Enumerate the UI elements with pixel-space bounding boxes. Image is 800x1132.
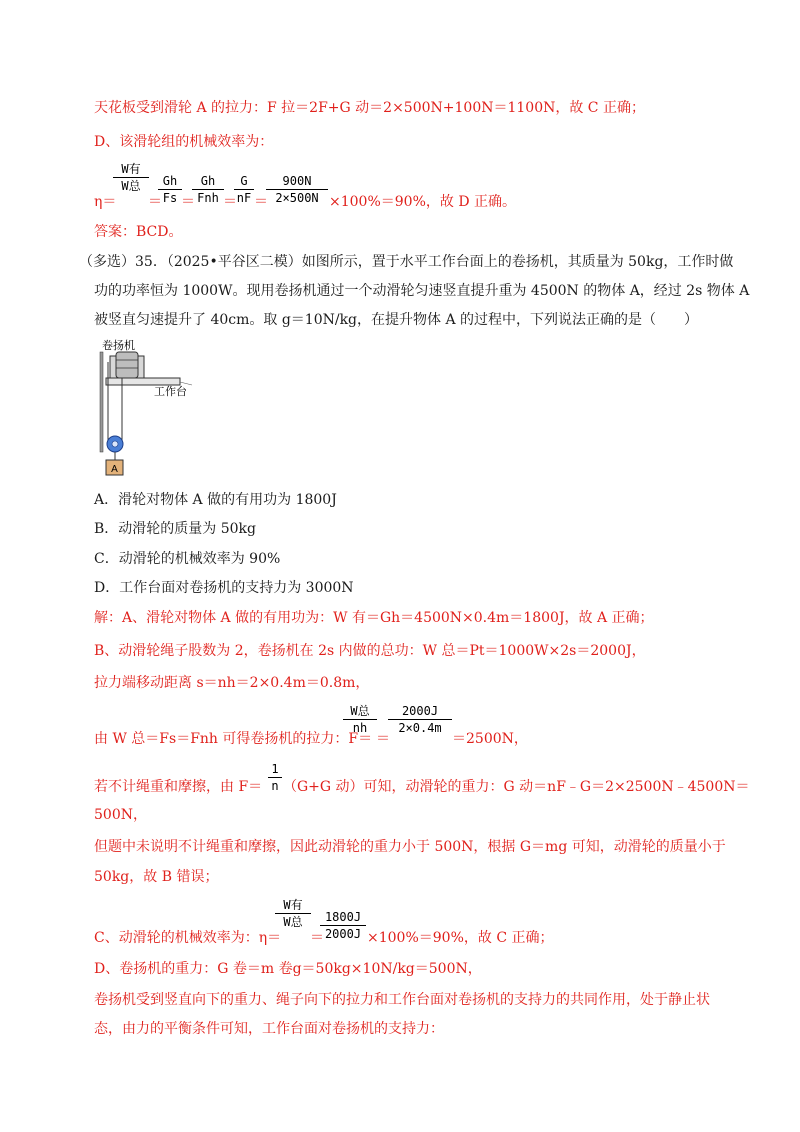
text-eta-prefix: η＝	[94, 194, 117, 210]
solution-b-conclusion: 50kg，故 B 错误；	[94, 869, 219, 885]
solution-b-distance: 拉力端移动距离 s＝nh＝2×0.4m＝0.8m，	[94, 675, 370, 691]
solution-b-note: 但题中未说明不计绳重和摩擦，因此动滑轮的重力小于 500N，根据 G＝mg 可知，动滑轮的质量小于	[94, 839, 726, 855]
solution-b-force-result: ＝2500N，	[452, 731, 528, 747]
text-eq: ＝	[148, 194, 162, 210]
fraction-2000-08: 2000J 2×0.4m	[388, 704, 452, 735]
fraction-g-nf: G nF	[234, 174, 254, 205]
text-eq: ＝	[181, 194, 195, 210]
fraction-w-useful-total: W有 W总	[113, 162, 149, 193]
winch-pulley-figure	[96, 338, 206, 476]
solution-c-prefix: C、动滑轮的机械效率为：η＝	[94, 930, 282, 946]
object-a-label: A	[111, 464, 118, 475]
text-ceiling-force: 天花板受到滑轮 A 的拉力：F 拉＝2F+G 动＝2×500N+100N＝1100N，故 C 正确；	[94, 100, 645, 116]
option-c: C．动滑轮的机械效率为 90%	[94, 551, 281, 567]
text-eta-result: ×100%＝90%，故 D 正确。	[329, 194, 516, 210]
table-label: 工作台	[154, 385, 187, 398]
fraction-900-1000: 900N 2×500N	[266, 174, 328, 205]
text-eq: ＝	[310, 930, 324, 946]
solution-c-result: ×100%＝90%，故 C 正确；	[367, 930, 554, 946]
solution-d-forces: 卷扬机受到竖直向下的重力、绳子向下的拉力和工作台面对卷扬机的支持力的共同作用，处于静止状	[94, 992, 710, 1008]
solution-d-gravity: D、卷扬机的重力：G 卷＝m 卷g＝50kg×10N/kg＝500N，	[94, 961, 482, 977]
solution-b-total-work: B、动滑轮绳子股数为 2，卷扬机在 2s 内做的总功：W 总＝Pt＝1000W×2s＝2000J，	[94, 643, 646, 659]
fraction-1800-2000: 1800J 2000J	[320, 910, 366, 941]
text-eq: ＝	[376, 731, 390, 747]
winch-drum	[116, 352, 138, 378]
question-line-1: （多选）35．（2025•平谷区二模）如图所示，置于水平工作台面上的卷扬机，其质量为 50kg，工作时做	[79, 254, 734, 270]
solution-b-pulley-suffix: （G+G 动）可知，动滑轮的重力：G 动＝nF﹣G＝2×2500N﹣4500N＝	[283, 779, 750, 795]
option-d: D．工作台面对卷扬机的支持力为 3000N	[94, 580, 354, 596]
text-efficiency-label: D、该滑轮组的机械效率为：	[94, 134, 274, 150]
fraction-1-n: 1 n	[268, 762, 282, 793]
solution-d-support: 态，由力的平衡条件可知，工作台面对卷扬机的支持力：	[94, 1021, 444, 1037]
solution-a: 解：A、滑轮对物体 A 做的有用功为：W 有＝Gh＝4500N×0.4m＝1800J，故 A 正确；	[94, 610, 654, 626]
question-line-3: 被竖直匀速提升了 40cm。取 g＝10N/kg，在提升物体 A 的过程中，下列说法正确的是（ ）	[94, 312, 699, 328]
text-answer: 答案：BCD。	[94, 224, 183, 240]
work-table	[106, 378, 180, 385]
solution-b-500n: 500N，	[94, 807, 147, 823]
solution-b-pulley-prefix: 若不计绳重和摩擦，由 F＝	[94, 779, 263, 795]
winch-label: 卷扬机	[102, 339, 135, 352]
text-eq: ＝	[254, 194, 268, 210]
option-b: B．动滑轮的质量为 50kg	[94, 521, 256, 537]
text-eq: ＝	[223, 194, 237, 210]
fraction-wtotal-nh: W总 nh	[343, 704, 377, 735]
option-a: A．滑轮对物体 A 做的有用功为 1800J	[94, 492, 337, 508]
fraction-gh-fs: Gh Fs	[158, 174, 182, 205]
fraction-wuseful-wtotal: W有 W总	[275, 898, 311, 929]
solution-b-force-prefix: 由 W 总＝Fs＝Fnh 可得卷扬机的拉力：F＝	[94, 731, 373, 747]
question-line-2: 功的功率恒为 1000W。现用卷扬机通过一个动滑轮匀速竖直提升重为 4500N 的物体 A，经过 2s 物体 A	[94, 283, 750, 299]
fraction-gh-fnh: Gh Fnh	[192, 174, 224, 205]
